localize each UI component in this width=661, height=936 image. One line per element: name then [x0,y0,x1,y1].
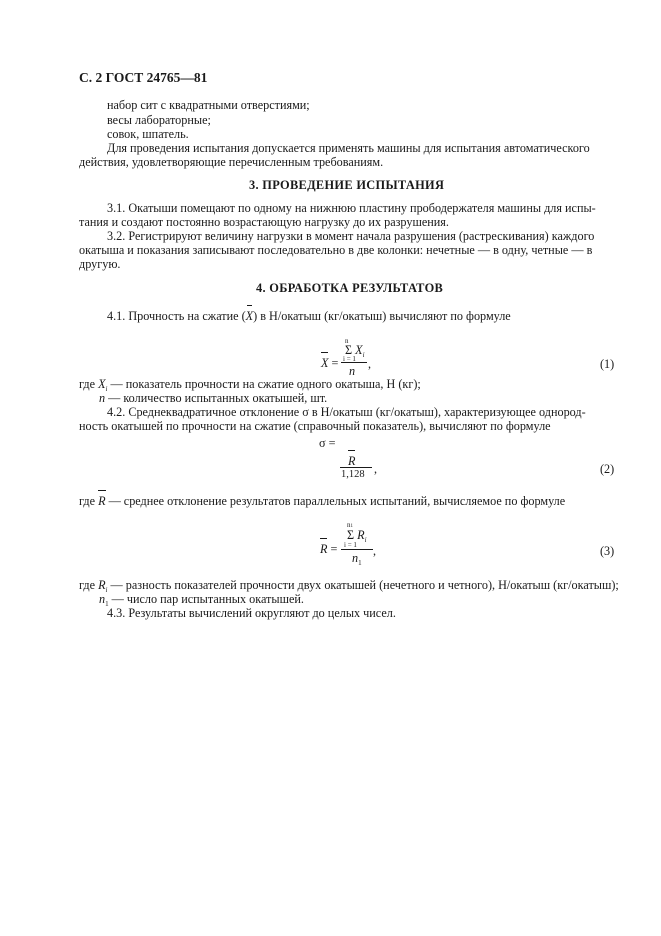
paragraph-line: Для проведения испытания допускается применять машины для испытания автоматического [107,141,590,155]
paragraph-line: ность окатышей по прочности на сжатие (справочный показатель), вычисляют по формуле [79,419,551,433]
list-item: набор сит с квадратными отверстиями; [107,98,310,112]
x-bar-symbol: X [246,309,253,323]
paragraph-line: окатыша и показания записывают последовательно в две колонки: нечетные — в одну, четные — в [79,243,593,257]
paragraph-line: действия, удовлетворяющие перечисленным требованиям. [79,155,384,169]
paragraph-line: 3.1. Окатыши помещают по одному на нижнюю пластину прободержателя машины для испы- [107,201,596,215]
page-header: С. 2 ГОСТ 24765—81 [79,70,208,85]
paragraph-line: 4.3. Результаты вычислений округляют до целых чисел. [107,606,396,620]
section-3-title: 3. ПРОВЕДЕНИЕ ИСПЫТАНИЯ [249,178,445,192]
where-line: где $R_i$ — разность показателей прочности двух окатышей (нечетного и четного), Н/окатыш (кг/окатыш); [79,578,619,594]
formula-number: (3) [600,544,615,558]
paragraph-line: 4.1. Прочность на сжатие ( X) в Н/окатыш (кг/окатыш) вычисляют по формуле [107,309,511,323]
list-item: весы лабораторные; [107,113,211,127]
formula-number: (1) [600,357,615,371]
where-line: где $X_i$ — показатель прочности на сжатие одного окатыша, Н (кг); [79,377,421,393]
paragraph-line: 4.2. Среднеквадратичное отклонение σ в Н/окатыш (кг/окатыш), характеризующее однород- [107,405,586,419]
paragraph-line: другую. [79,257,121,271]
where-line: $n_1$ — число пар испытанных окатышей. [99,592,304,608]
where-line: где R — среднее отклонение результатов параллельных испытаний, вычисляемое по формуле [79,494,565,508]
formula-number: (2) [600,462,615,476]
paragraph-line: 3.2. Регистрируют величину нагрузки в момент начала разрушения (растрескивания) каждого [107,229,595,243]
paragraph-line: тания и создают постоянно возрастающую нагрузку до их разрушения. [79,215,449,229]
list-item: совок, шпатель. [107,127,189,141]
section-4-title: 4. ОБРАБОТКА РЕЗУЛЬТАТОВ [256,281,444,295]
document-page: С. 2 ГОСТ 24765—81 набор сит с квадратными отверстиями; весы лабораторные; совок, шпатель. Для проведения испытания допускается применять машины для испытания автоматического действия, удовлетворяющие перечисленным требованиям. 3. ПРОВЕДЕНИЕ ИСПЫТАНИЯ 3.1. Окатыши помещают по одному на нижнюю пластину прободержателя машины для испы- тания и создают постоянно возрастающую нагрузку до их разрушения. 3.2. Регистрируют величину нагрузки в момент начала разрушения (растрескивания) каждого окатыша и показания записывают последовательно в две колонки: нечетные — в одну, четные — в другую. 4. ОБРАБОТКА РЕЗУЛЬТАТОВ 4.1. Прочность на сжатие ( X) в Н/окатыш (кг/окатыш) вычисляют по формуле n Σ $X_i$ i = 1 X = n , (1) где $X_i$ — показатель прочности на сжатие одного окатыша, Н (кг); n — количество испытанных окатышей, шт. 4.2. Среднеквадратичное отклонение σ в Н/окатыш (кг/окатыш), характеризующее однород- ность окатышей по прочности на сжатие (справочный показатель), вычисляют по формуле σ = R 1,128 , (2) где R — среднее отклонение результатов параллельных испытаний, вычисляемое по формуле n1 Σ $R_i$ i = 1 R = $n_1$ , (3) где $R_i$ — разность показателей прочности двух окатышей (нечетного и четного), Н/окатыш (кг/окатыш); $n_1$ — число пар испытанных окатышей. 4.3. Результаты вычислений округляют до целых чисел. [79,70,619,620]
where-line: n — количество испытанных окатышей, шт. [99,391,328,405]
